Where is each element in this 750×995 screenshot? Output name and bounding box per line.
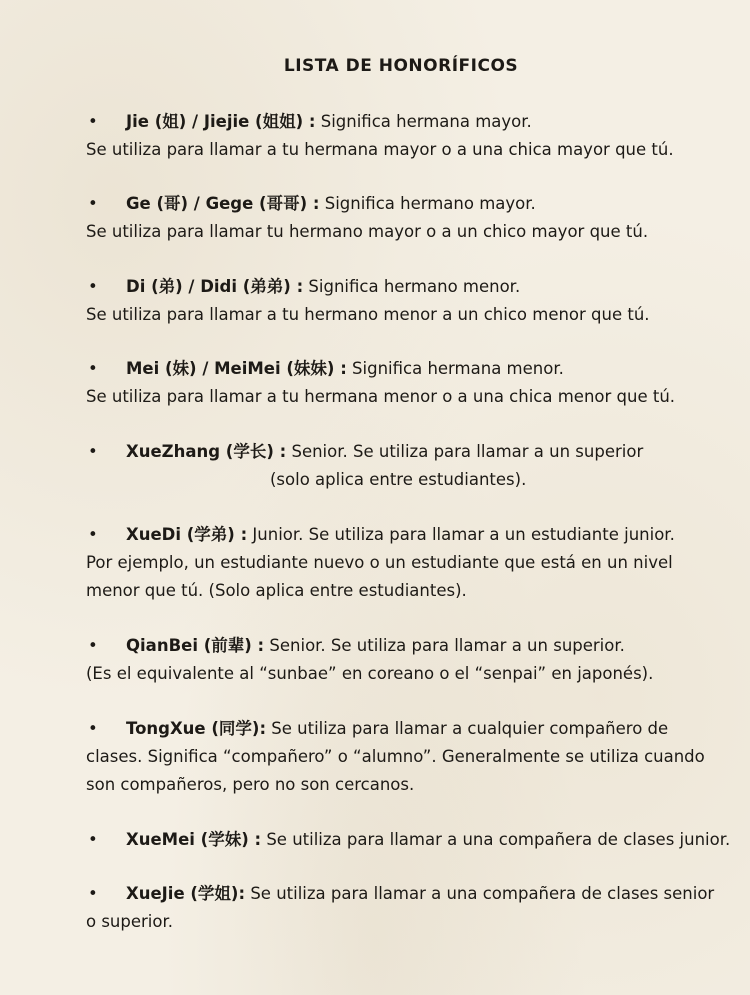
list-item-heading — [86, 715, 726, 743]
honorific-description: Se utiliza para llamar a tu hermano menor a un chico menor que tú. — [86, 305, 650, 324]
list-item — [86, 521, 726, 605]
honorific-description: Se utiliza para llamar tu hermano mayor o a un chico mayor que tú. — [86, 222, 649, 241]
honorific-term: Mei (妹) / MeiMei (妹妹) : — [126, 359, 347, 378]
list-item — [86, 108, 726, 164]
bullet-icon: • — [88, 525, 98, 544]
honorific-description: menor que tú. (Solo aplica entre estudiantes). — [86, 581, 467, 600]
list-item — [86, 355, 726, 411]
honorific-meaning: Significa hermana mayor. — [315, 112, 532, 131]
list-item-heading — [86, 826, 731, 854]
honorific-meaning: Significa hermana menor. — [346, 359, 564, 378]
bullet-icon: • — [88, 359, 98, 378]
bullet-icon: • — [88, 636, 98, 655]
honorific-description: (Es el equivalente al “sunbae” en coreano o el “senpai” en japonés). — [86, 664, 654, 683]
honorific-description: Se utiliza para llamar a tu hermana menor o a una chica menor que tú. — [86, 387, 676, 406]
honorific-meaning: Significa hermano menor. — [303, 277, 521, 296]
list-item — [86, 715, 726, 799]
list-item — [86, 826, 731, 854]
list-item — [86, 880, 726, 936]
bullet-icon: • — [88, 194, 98, 213]
list-item-heading — [86, 632, 726, 660]
honorific-description: Se utiliza para llamar a tu hermana mayor o a una chica mayor que tú. — [86, 140, 674, 159]
honorific-meaning: Se utiliza para llamar a una compañera de clases senior — [245, 884, 715, 903]
honorific-description: son compañeros, pero no son cercanos. — [86, 775, 415, 794]
bullet-icon: • — [88, 719, 98, 738]
honorific-term: XueZhang (学长) : — [126, 442, 287, 461]
bullet-icon: • — [88, 830, 98, 849]
honorific-description: clases. Significa “compañero” o “alumno”. Generalmente se utiliza cuando — [86, 747, 705, 766]
honorific-term: TongXue (同学): — [126, 719, 267, 738]
bullet-icon: • — [88, 112, 98, 131]
list-item-heading — [86, 521, 726, 549]
list-item-heading — [86, 438, 726, 466]
list-item — [86, 438, 726, 494]
bullet-icon: • — [88, 277, 98, 296]
honorific-term: QianBei (前辈) : — [126, 636, 265, 655]
list-item-heading — [86, 108, 726, 136]
honorific-meaning: Se utiliza para llamar a una compañera de clases junior. — [261, 830, 731, 849]
list-item — [86, 273, 726, 329]
list-item — [86, 190, 726, 246]
honorific-meaning: Significa hermano mayor. — [319, 194, 536, 213]
honorific-term: XueMei (学妹) : — [126, 830, 262, 849]
honorific-meaning: Senior. Se utiliza para llamar a un superior. — [264, 636, 625, 655]
bullet-icon: • — [88, 884, 98, 903]
honorific-term: Jie (姐) / Jiejie (姐姐) : — [126, 112, 316, 131]
honorific-term: Ge (哥) / Gege (哥哥) : — [126, 194, 320, 213]
page-title: LISTA DE HONORÍFICOS — [283, 56, 519, 76]
honorific-description: o superior. — [86, 912, 173, 931]
list-item-heading — [86, 880, 726, 908]
honorific-meaning: Senior. Se utiliza para llamar a un superior — [286, 442, 644, 461]
list-item-heading — [86, 355, 726, 383]
honorific-term: XueJie (学姐): — [126, 884, 246, 903]
honorific-meaning: Se utiliza para llamar a cualquier compañero de — [266, 719, 669, 738]
honorific-term: Di (弟) / Didi (弟弟) : — [126, 277, 304, 296]
honorific-description: Por ejemplo, un estudiante nuevo o un estudiante que está en un nivel — [86, 553, 673, 572]
honorific-description: (solo aplica entre estudiantes). — [270, 470, 527, 489]
list-item — [86, 632, 726, 688]
honorific-meaning: Junior. Se utiliza para llamar a un estudiante junior. — [247, 525, 675, 544]
honorific-term: XueDi (学弟) : — [126, 525, 248, 544]
list-item-heading — [86, 190, 726, 218]
bullet-icon: • — [88, 442, 98, 461]
list-item-heading — [86, 273, 726, 301]
